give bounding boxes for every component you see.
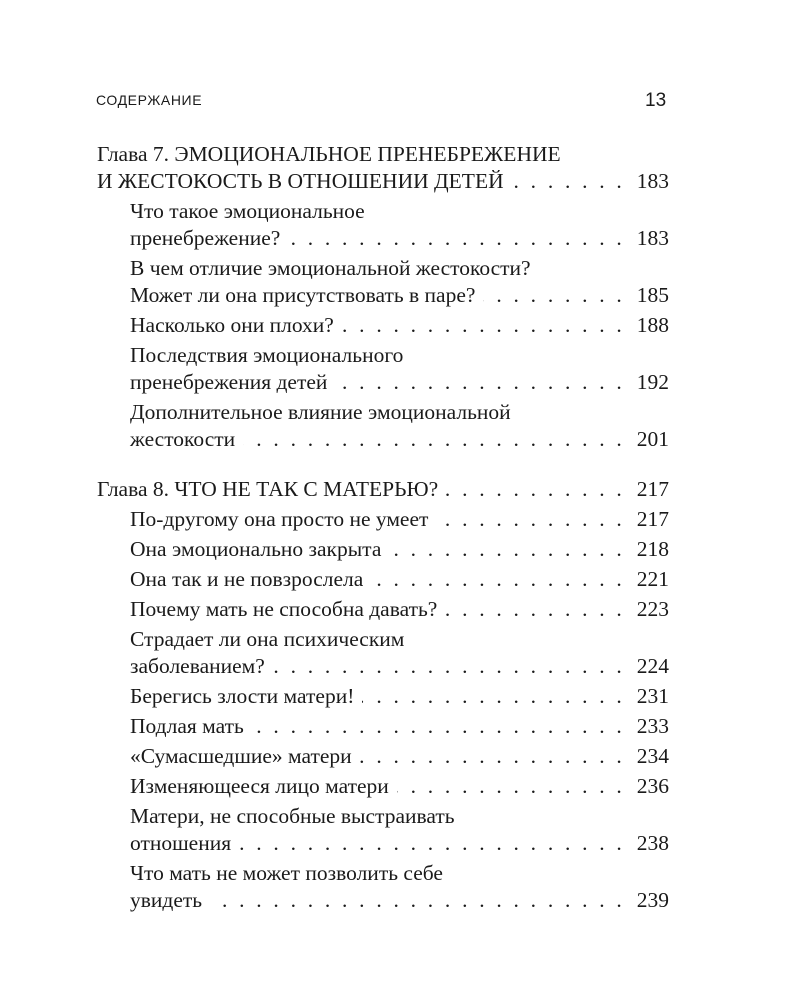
section-entry[interactable] <box>97 803 669 857</box>
section-title-line-2: жестокости <box>130 427 236 451</box>
section-title: «Сумасшедшие» матери <box>130 744 352 768</box>
section-title-line-2: пренебрежение? <box>130 226 281 250</box>
section-entry[interactable] <box>97 626 669 680</box>
section-page-number: 224 <box>636 654 669 678</box>
section-title-line-1: Дополнительное влияние эмоциональной <box>130 400 511 424</box>
dot-leader <box>335 369 625 396</box>
section-page-number: 233 <box>636 714 669 738</box>
section-entry[interactable] <box>97 255 669 309</box>
section-page-number: 221 <box>636 567 669 591</box>
dot-leader <box>512 168 625 195</box>
section-title: Она эмоционально закрыта <box>130 537 382 561</box>
section-title-line-1: Страдает ли она психическим <box>130 627 405 651</box>
dot-leader <box>239 830 625 857</box>
section-entry[interactable] <box>97 596 669 623</box>
section-entry[interactable] <box>97 506 669 533</box>
section-entry[interactable] <box>97 773 669 800</box>
section-title-line-2: Может ли она присутствовать в паре? <box>130 283 476 307</box>
section-entry[interactable] <box>97 860 669 914</box>
section-title: По-другому она просто не умеет <box>130 507 429 531</box>
section-entry[interactable] <box>97 198 669 252</box>
chapter-heading[interactable] <box>97 476 669 503</box>
dot-leader <box>210 887 625 914</box>
chapter-page-number: 183 <box>636 169 669 193</box>
section-title: Она так и не повзрослела <box>130 567 364 591</box>
page-number: 13 <box>645 90 667 111</box>
dot-leader <box>252 713 625 740</box>
section-title-line-2: заболеванием? <box>130 654 265 678</box>
section-page-number: 238 <box>636 831 669 855</box>
section-page-number: 239 <box>636 888 669 912</box>
section-page-number: 234 <box>636 744 669 768</box>
section-title-line-2: пренебрежения детей <box>130 370 328 394</box>
chapter-7 <box>97 141 669 453</box>
section-page-number: 236 <box>636 774 669 798</box>
section-title-line-1: Матери, не способные выстраивать <box>130 804 455 828</box>
section-title-line-2: увидеть <box>130 888 203 912</box>
section-title-line-2: отношения <box>130 831 232 855</box>
dot-leader <box>362 683 625 710</box>
section-entry[interactable] <box>97 743 669 770</box>
running-head-title: СОДЕРЖАНИЕ <box>96 92 203 108</box>
dot-leader <box>445 596 625 623</box>
section-page-number: 192 <box>636 370 669 394</box>
chapter-8 <box>97 476 669 914</box>
section-entry[interactable] <box>97 683 669 710</box>
section-title: Изменяющееся лицо матери <box>130 774 389 798</box>
section-page-number: 183 <box>636 226 669 250</box>
section-entry[interactable] <box>97 566 669 593</box>
section-page-number: 201 <box>636 427 669 451</box>
chapter-title-line-1: Глава 7. ЭМОЦИОНАЛЬНОЕ ПРЕНЕБРЕЖЕНИЕ <box>97 142 561 166</box>
section-entry[interactable] <box>97 342 669 396</box>
section-title: Подлая мать <box>130 714 244 738</box>
chapter-page-number: 217 <box>636 477 669 501</box>
dot-leader <box>389 536 625 563</box>
section-page-number: 185 <box>636 283 669 307</box>
section-title: Почему мать не способна давать? <box>130 597 438 621</box>
table-of-contents <box>97 141 669 914</box>
section-title-line-1: Что такое эмоциональное <box>130 199 365 223</box>
dot-leader <box>273 653 625 680</box>
chapter-title: Глава 8. ЧТО НЕ ТАК С МАТЕРЬЮ? <box>97 477 439 501</box>
section-title-line-1: Что мать не может позволить себе <box>130 861 443 885</box>
dot-leader <box>446 476 625 503</box>
chapter-title-line-2: И ЖЕСТОКОСТЬ В ОТНОШЕНИИ ДЕТЕЙ <box>97 169 504 193</box>
dot-leader <box>397 773 625 800</box>
dot-leader <box>288 225 625 252</box>
dot-leader <box>342 312 625 339</box>
section-entry[interactable] <box>97 312 669 339</box>
dot-leader <box>360 743 625 770</box>
section-title-line-1: В чем отличие эмоциональной жестокости? <box>130 256 531 280</box>
section-page-number: 188 <box>636 313 669 337</box>
chapter-heading[interactable] <box>97 141 669 195</box>
section-title-line-1: Последствия эмоционального <box>130 343 404 367</box>
section-page-number: 218 <box>636 537 669 561</box>
dot-leader <box>371 566 625 593</box>
dot-leader <box>483 282 625 309</box>
section-title: Берегись злости матери! <box>130 684 355 708</box>
section-entry[interactable] <box>97 536 669 563</box>
section-page-number: 223 <box>636 597 669 621</box>
section-entry[interactable] <box>97 399 669 453</box>
section-title: Насколько они плохи? <box>130 313 334 337</box>
section-page-number: 231 <box>636 684 669 708</box>
section-page-number: 217 <box>636 507 669 531</box>
dot-leader <box>436 506 625 533</box>
dot-leader <box>243 426 625 453</box>
section-entry[interactable] <box>97 713 669 740</box>
